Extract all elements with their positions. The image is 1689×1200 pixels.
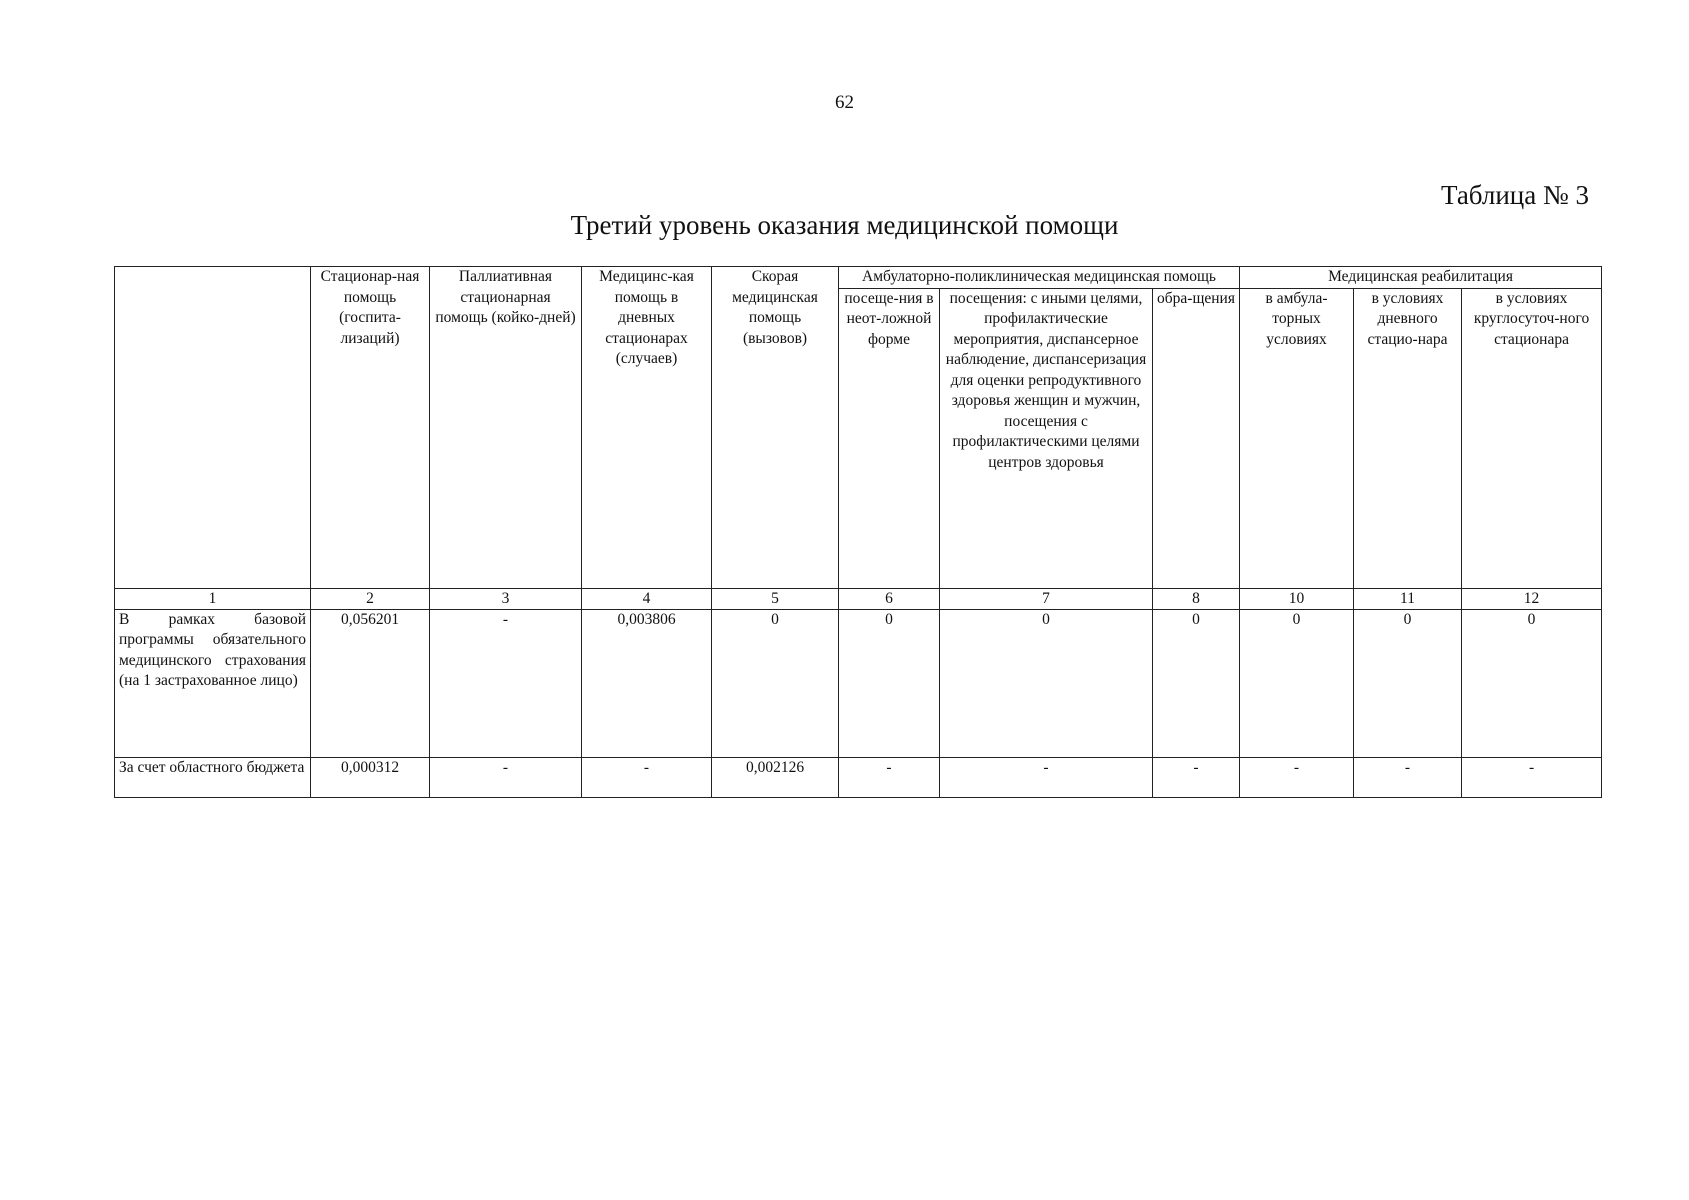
header-row-1 [115,267,1602,289]
column-number: 7 [940,588,1153,609]
table-cell: - [1153,757,1240,797]
header-col-4: Медицинс-кая помощь в дневных стационарах (случаев) [582,267,712,589]
column-number: 12 [1462,588,1602,609]
header-col-11: в условиях дневного стацио-нара [1354,288,1462,588]
header-col-3: Паллиативная стационарная помощь (койко-дней) [430,267,582,589]
table-cell: - [582,757,712,797]
table-cell: 0 [839,609,940,757]
header-group-rehab: Медицинская реабилитация [1240,267,1602,289]
column-number-row [115,588,1602,609]
table-cell: 0 [1462,609,1602,757]
table-cell: 0,000312 [311,757,430,797]
table-cell: 0 [712,609,839,757]
table-cell: - [940,757,1153,797]
column-number: 6 [839,588,940,609]
header-col-6: посеще-ния в неот-ложной форме [839,288,940,588]
column-number: 4 [582,588,712,609]
header-col-8: обра-щения [1153,288,1240,588]
page-number: 62 [835,92,854,113]
table-cell: 0 [1240,609,1354,757]
header-empty-cell [115,267,311,589]
header-group-ambulatory: Амбулаторно-поликлиническая медицинская помощь [839,267,1240,289]
table-cell: 0 [1153,609,1240,757]
column-number: 1 [115,588,311,609]
table-cell: 0 [1354,609,1462,757]
column-number: 3 [430,588,582,609]
table-cell: - [430,757,582,797]
table-cell: - [839,757,940,797]
header-col-2: Стационар-ная помощь (госпита-лизаций) [311,267,430,589]
column-number: 10 [1240,588,1354,609]
table-row [115,609,1602,757]
table-cell: - [430,609,582,757]
table-cell: 0 [940,609,1153,757]
table-row [115,757,1602,797]
row-label: В рамках базовой программы обязательного медицинского страхования (на 1 застрахованное лицо) [115,609,311,757]
header-col-12: в условиях круглосуточ-ного стационара [1462,288,1602,588]
column-number: 11 [1354,588,1462,609]
column-number: 2 [311,588,430,609]
column-number: 5 [712,588,839,609]
column-number: 8 [1153,588,1240,609]
table-cell: 0,056201 [311,609,430,757]
table-cell: 0,002126 [712,757,839,797]
header-col-5: Скорая медицинская помощь (вызовов) [712,267,839,589]
table-cell: - [1462,757,1602,797]
header-col-10: в амбула-торных условиях [1240,288,1354,588]
row-label: За счет областного бюджета [115,757,311,797]
data-table [114,266,1602,798]
table-label: Таблица № 3 [1441,180,1589,210]
table-title: Третий уровень оказания медицинской помощи [570,210,1119,240]
table-cell: 0,003806 [582,609,712,757]
header-col-7: посещения: с иными целями, профилактические мероприятия, диспансерное наблюдение, диспансеризация для оценки репродуктивного здоровья женщин и мужчин, посещения с профилактическими целями центров здоровья [940,288,1153,588]
table-cell: - [1240,757,1354,797]
table-cell: - [1354,757,1462,797]
